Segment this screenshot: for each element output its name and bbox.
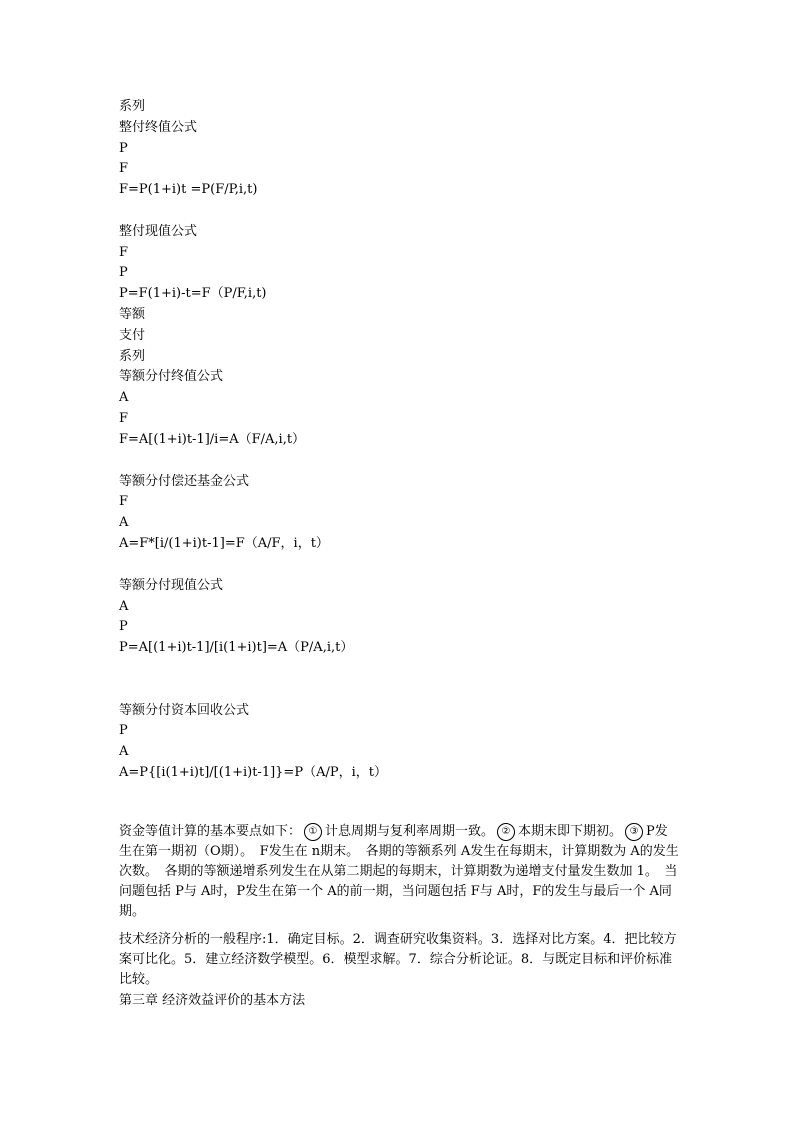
text-line: P: [119, 619, 128, 634]
text-line: 等额: [119, 307, 146, 322]
text-line: F: [119, 245, 129, 260]
text-line: F: [119, 411, 129, 426]
formula-line: P=F(1+i)-t=F（P/F,i,t): [119, 286, 267, 301]
text-line: 等额分付终值公式: [119, 369, 224, 384]
text-line: P: [119, 723, 128, 738]
text-line: 等额分付现值公式: [119, 578, 224, 593]
text-line: A: [119, 515, 129, 530]
text-line: 等额分付资本回收公式: [119, 703, 250, 718]
text-line: 整付现值公式: [119, 224, 198, 239]
text-line: P: [119, 265, 128, 280]
text-line: A: [119, 390, 129, 405]
text-line: 整付终值公式: [119, 120, 198, 135]
text-line: 系列: [119, 99, 146, 114]
chapter-heading: 第三章 经济效益评价的基本方法: [119, 993, 306, 1008]
circled-number-2: ②: [497, 823, 515, 841]
text-line: 系列: [119, 349, 146, 364]
text-line: A: [119, 744, 129, 759]
formula-line: F=A[(1+i)t-1]/i=A（F/A,i,t）: [119, 432, 306, 447]
text-line: 支付: [119, 328, 146, 343]
circled-number-1: ①: [304, 823, 322, 841]
key-points-paragraph: [119, 822, 679, 922]
text-line: F: [119, 161, 129, 176]
circled-number-3: ③: [625, 823, 643, 841]
key-point-3: P发生在第一期初（O期）。 F发生在 n期末。 各期的等额系列 A发生在每期末，计算期数为 A的发生次数。 各期的等额递增系列发生在从第二期起的每期末，计算期数为递增支付量发生数加 1。 当问题包括 P与 A时，P发生在第一个 A的前一期，当问题包括 F与 A时，F的发生与最后一个 A同期。: [119, 824, 679, 919]
formula-line: F=P(1+i)t =P(F/P,i,t): [119, 182, 258, 197]
key-point-1: 计息周期与复利率周期一致。: [325, 824, 495, 839]
key-point-2: 本期末即下期初。: [518, 824, 623, 839]
formula-line: P=A[(1+i)t-1]/[i(1+i)t]=A（P/A,i,t）: [119, 640, 354, 655]
formula-line: A=F*[i/(1+i)t-1]=F（A/F，i，t）: [119, 536, 329, 551]
text-line: 等额分付偿还基金公式: [119, 474, 250, 489]
procedure-paragraph: 技术经济分析的一般程序:1．确定目标。2．调查研究收集资料。3．选择对比方案。4．把比较方案可比化。5．建立经济数学模型。6．模型求解。7．综合分析论证。8．与既定目标和评价标准比较。: [119, 932, 677, 987]
text-line: F: [119, 494, 129, 509]
formula-line: A=P{[i(1+i)t]/[(1+i)t-1]}=P（A/P，i，t）: [119, 765, 387, 780]
text-line: A: [119, 599, 129, 614]
text-line: P: [119, 141, 128, 156]
key-points-lead: 资金等值计算的基本要点如下：: [119, 824, 302, 839]
